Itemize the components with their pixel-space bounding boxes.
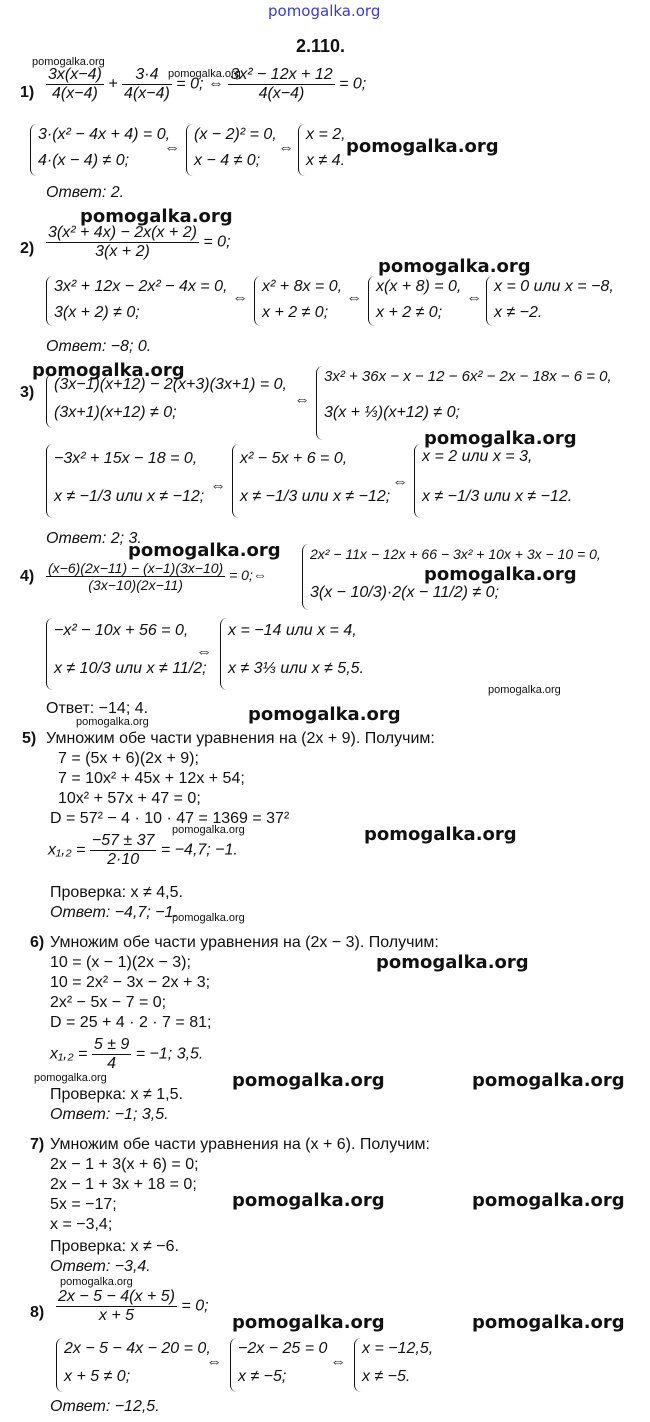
system-line: −2x − 25 = 0 <box>238 1340 328 1357</box>
system-line: x ≠ −1/3 или x ≠ −12; <box>54 488 205 505</box>
text-line: 2x² − 5x − 7 = 0; <box>50 994 167 1011</box>
equation-line <box>46 224 231 261</box>
answer: Ответ: 2; 3. <box>46 530 142 547</box>
system-line: 3(x + 2) ≠ 0; <box>54 304 140 321</box>
equation-line <box>48 832 238 869</box>
system-line: −x² − 10x + 56 = 0, <box>54 622 189 639</box>
system-line: x ≠ −5; <box>238 1368 287 1385</box>
system-line: (x − 2)² = 0, <box>194 126 277 143</box>
operator: = 0; <box>339 75 367 93</box>
equivalence-arrow: ⇔ <box>164 140 180 157</box>
text-line: 2x − 1 + 3x + 18 = 0; <box>50 1176 197 1193</box>
fraction-denominator: 3(x + 2) <box>95 243 150 260</box>
watermark-small: pomogalka.org <box>34 1072 107 1084</box>
system-brace <box>232 444 239 518</box>
watermark-big: pomogalka.org <box>128 540 281 561</box>
watermark-big: pomogalka.org <box>424 428 577 449</box>
watermark-big: pomogalka.org <box>378 256 531 277</box>
equivalence-arrow: ⇔ <box>392 474 408 491</box>
system-line: 4·(x − 4) ≠ 0; <box>38 152 130 169</box>
system-line: x + 5 ≠ 0; <box>64 1368 131 1385</box>
watermark-big: pomogalka.org <box>472 1312 625 1333</box>
problem-number: 5) <box>22 730 37 747</box>
system-line: x = −12,5, <box>362 1340 434 1357</box>
system-brace <box>46 618 53 690</box>
system-brace <box>30 124 37 176</box>
equation-line <box>50 1036 203 1073</box>
system-line: 2x² − 11x − 12x + 66 − 3x² + 10x + 3x − 10 = 0, <box>310 546 601 562</box>
watermark-small: pomogalka.org <box>32 56 105 68</box>
fraction-numerator: −57 ± 37 <box>91 832 155 849</box>
text-line: 5x = −17; <box>50 1196 117 1213</box>
text-line: 10 = (x − 1)(2x − 3); <box>50 954 191 971</box>
watermark-small: pomogalka.org <box>168 68 241 80</box>
system-line: x = 2, <box>306 126 346 143</box>
answer: Ответ: 2. <box>46 184 125 201</box>
equation-line <box>46 66 366 103</box>
operator: + <box>108 75 118 93</box>
fraction-numerator: 3x(x−4) <box>48 66 102 83</box>
fraction-denominator: 4 <box>107 1055 117 1072</box>
system-line: x ≠ −1/3 или x ≠ −12. <box>422 488 573 505</box>
equivalence-arrow: ⇔ <box>330 1354 346 1371</box>
fraction-numerator: 3·4 <box>122 66 172 85</box>
system-brace <box>230 1338 237 1392</box>
system-line: (3x−1)(x+12) − 2(x+3)(3x+1) = 0, <box>54 376 287 393</box>
fraction-numerator: 5 ± 9 <box>93 1036 130 1053</box>
fraction-numerator: 3(x² + 4x) − 2x(x + 2) <box>48 224 197 241</box>
watermark-big: pomogalka.org <box>80 206 233 227</box>
system-line: x + 2 ≠ 0; <box>376 304 443 321</box>
system-line: (3x+1)(x+12) ≠ 0; <box>54 404 177 421</box>
roots-label: x₁,₂ = <box>50 1045 88 1063</box>
text-line: D = 25 + 4 · 2 · 7 = 81; <box>50 1014 212 1031</box>
text-line: Умножим обе части уравнения на (2x + 9). Получим: <box>46 730 435 747</box>
problem-number: 2) <box>20 240 35 257</box>
system-brace <box>486 276 493 326</box>
system-line: x = −14 или x = 4, <box>228 622 357 639</box>
system-line: x = 2 или x = 3, <box>422 448 533 465</box>
system-line: 3·(x² − 4x + 4) = 0, <box>38 126 171 143</box>
fraction-denominator: 2·10 <box>107 851 140 868</box>
equivalence-arrow: ⇔ <box>210 478 226 495</box>
check-line: Проверка: x ≠ 4,5. <box>50 884 183 901</box>
fraction-numerator: (x−6)(2x−11) − (x−1)(3x−10) <box>48 560 224 576</box>
system-brace <box>46 374 53 428</box>
roots-label: x₁,₂ = <box>48 841 86 859</box>
watermark-big: pomogalka.org <box>248 704 401 725</box>
watermark-small: pomogalka.org <box>172 824 245 836</box>
watermark-big: pomogalka.org <box>32 360 185 381</box>
watermark-big: pomogalka.org <box>232 1070 385 1091</box>
system-line: x² + 8x = 0, <box>262 278 343 295</box>
system-line: x² − 5x + 6 = 0, <box>240 450 348 467</box>
watermark-big: pomogalka.org <box>232 1190 385 1211</box>
system-brace <box>316 366 323 440</box>
fraction-denominator: 4(x−4) <box>52 85 98 102</box>
text-line: 10x² + 57x + 47 = 0; <box>58 790 201 807</box>
system-line: −3x² + 15x − 18 = 0, <box>54 450 198 467</box>
text-line: 7 = 10x² + 45x + 12x + 54; <box>58 770 245 787</box>
operator: = 0; <box>181 1297 209 1315</box>
equivalence-arrow: ⇔ <box>294 392 310 409</box>
equivalence-arrow: ⇔ <box>232 290 248 307</box>
watermark-big: pomogalka.org <box>232 1312 385 1333</box>
system-line: x ≠ 10/3 или x ≠ 11/2; <box>54 660 207 677</box>
equivalence-arrow: ⇔ <box>278 140 294 157</box>
system-brace <box>302 544 309 610</box>
watermark-big: pomogalka.org <box>376 952 529 973</box>
system-line: x ≠ 4. <box>306 152 346 169</box>
answer: Ответ: −3,4. <box>50 1258 151 1275</box>
fraction-numerator: 3x² − 12x + 12 <box>230 66 333 83</box>
fraction-denominator: 4(x−4) <box>124 85 170 102</box>
watermark-big: pomogalka.org <box>472 1070 625 1091</box>
page-title: 2.110. <box>296 36 346 56</box>
system-line: x − 4 ≠ 0; <box>194 152 261 169</box>
operator: = −1; 3,5. <box>135 1045 204 1063</box>
answer: Ответ: −8; 0. <box>46 338 152 355</box>
watermark-big: pomogalka.org <box>346 136 499 157</box>
fraction-denominator: 4(x−4) <box>258 85 305 102</box>
check-line: Проверка: x ≠ −6. <box>50 1238 179 1255</box>
system-brace <box>220 618 227 690</box>
operator: = 0;⇔ <box>229 567 267 584</box>
text-line: Умножим обе части уравнения на (x + 6). Получим: <box>50 1136 430 1153</box>
problem-number: 7) <box>30 1136 45 1153</box>
system-brace <box>354 1338 361 1392</box>
fraction-denominator: x + 5 <box>98 1307 135 1324</box>
system-brace <box>46 276 53 326</box>
watermark-big: pomogalka.org <box>424 564 577 585</box>
problem-number: 4) <box>20 568 35 585</box>
text-line: x = −3,4; <box>50 1216 113 1233</box>
system-line: x ≠ −5. <box>362 1368 411 1385</box>
system-brace <box>368 276 375 326</box>
system-line: x = 0 или x = −8, <box>494 278 614 295</box>
equation-line <box>46 560 267 593</box>
system-brace <box>46 444 53 518</box>
system-line: x + 2 ≠ 0; <box>262 304 329 321</box>
system-line: 2x − 5 − 4x − 20 = 0, <box>64 1340 211 1357</box>
system-line: x(x + 8) = 0, <box>376 278 462 295</box>
watermark-top: pomogalka.org <box>268 2 381 20</box>
equation-line <box>56 1288 209 1325</box>
system-line: 3x² + 36x − x − 12 − 6x² − 2x − 18x − 6 = 0, <box>324 368 612 385</box>
equivalence-arrow: ⇔ <box>196 644 212 661</box>
system-line: 3(x + ⅓)(x+12) ≠ 0; <box>324 404 460 421</box>
equivalence-arrow: ⇔ <box>346 290 362 307</box>
watermark-big: pomogalka.org <box>364 824 517 845</box>
system-brace <box>298 124 305 176</box>
equivalence-arrow: ⇔ <box>466 290 482 307</box>
system-line: 3(x − 10/3)·2(x − 11/2) ≠ 0; <box>310 584 500 601</box>
system-line: x ≠ 3⅓ или x ≠ 5,5. <box>228 660 364 677</box>
problem-number: 3) <box>20 384 35 401</box>
system-brace <box>254 276 261 326</box>
operator: = −4,7; −1. <box>160 841 238 859</box>
problem-number: 6) <box>30 934 45 951</box>
text-line: Умножим обе части уравнения на (2x − 3). Получим: <box>50 934 439 951</box>
check-line: Проверка: x ≠ 1,5. <box>50 1086 183 1103</box>
text-line: D = 57² − 4 · 10 · 47 = 1369 = 37² <box>50 810 290 827</box>
text-line: 7 = (5x + 6)(2x + 9); <box>58 750 199 767</box>
answer: Ответ: −1; 3,5. <box>50 1106 169 1123</box>
problem-number: 8) <box>30 1304 45 1321</box>
system-line: x ≠ −2. <box>494 304 543 321</box>
answer: Ответ: −4,7; −1. <box>50 904 178 921</box>
answer: Ответ: −12,5. <box>50 1398 160 1415</box>
watermark-small: pomogalka.org <box>488 684 561 696</box>
text-line: 10 = 2x² − 3x − 2x + 3; <box>50 974 211 991</box>
operator: = 0; ⇔ <box>176 75 224 93</box>
answer: Ответ: −14; 4. <box>46 700 149 717</box>
system-brace <box>56 1338 63 1392</box>
watermark-big: pomogalka.org <box>472 1190 625 1211</box>
system-line: 3x² + 12x − 2x² − 4x = 0, <box>54 278 228 295</box>
watermark-small: pomogalka.org <box>60 1276 133 1288</box>
equivalence-arrow: ⇔ <box>206 1354 222 1371</box>
system-brace <box>414 444 421 518</box>
problem-number: 1) <box>20 84 35 101</box>
watermark-small: pomogalka.org <box>76 716 149 728</box>
watermark-small: pomogalka.org <box>172 912 245 924</box>
text-line: 2x − 1 + 3(x + 6) = 0; <box>50 1156 199 1173</box>
fraction-numerator: 2x − 5 − 4(x + 5) <box>58 1288 175 1305</box>
system-brace <box>186 124 193 176</box>
system-line: x ≠ −1/3 или x ≠ −12; <box>240 488 391 505</box>
operator: = 0; <box>203 233 231 251</box>
fraction-denominator: (3x−10)(2x−11) <box>88 577 183 593</box>
